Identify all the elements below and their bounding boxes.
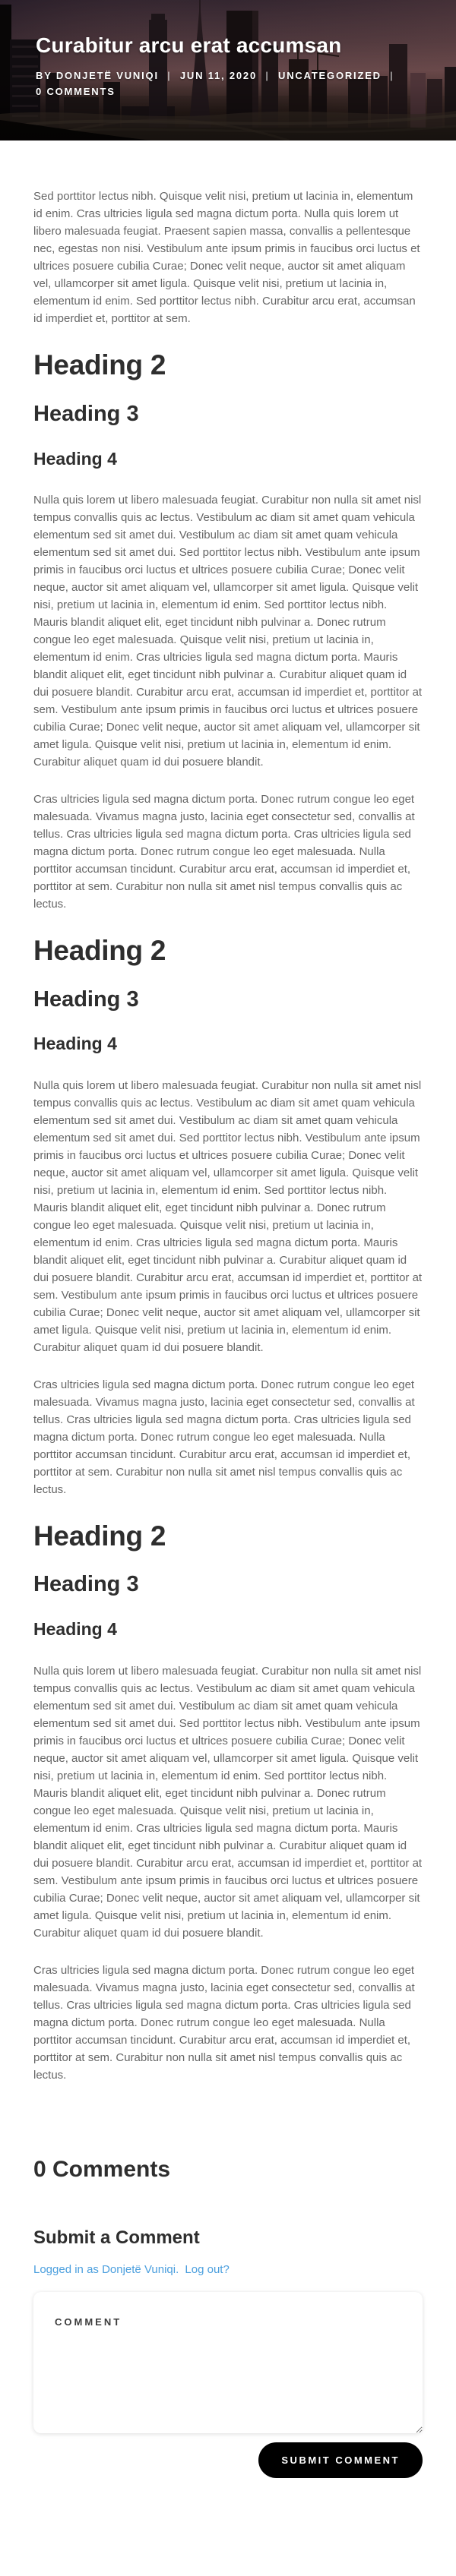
submit-row (33, 2442, 423, 2478)
logged-in-as-link[interactable]: Logged in as Donjetë Vuniqi. (33, 2263, 179, 2277)
post-title: Curabitur arcu erat accumsan (36, 33, 342, 57)
post-meta (36, 68, 401, 99)
section1-heading-4: Heading 4 (33, 448, 117, 469)
section3-paragraph-2: Cras ultricies ligula sed magna dictum porta. Donec rutrum congue leo eget malesuada. Vivamus magna justo, lacinia eget consectetur sed, convallis at tellus. Cras ultricies ligula sed magna dictum porta. Cras ultricies ligula sed magna dictum porta. Donec rutrum congue leo eget malesuada. Nulla porttitor accumsan tincidunt. Curabitur arcu erat, accumsan id imperdiet et, porttitor at sem. Curabitur non nulla sit amet nisl tempus convallis quis ac lectus. (33, 1963, 415, 2082)
comments-count-heading: 0 Comments (33, 2156, 171, 2182)
post-date: JUN 11, 2020 (179, 70, 257, 82)
section3-paragraph-1: Nulla quis lorem ut libero malesuada feugiat. Curabitur non nulla sit amet nisl tempus convallis quis ac lectus. Vestibulum ac diam sit amet quam vehicula elementum sed sit amet dui. Vestibulum ac diam sit amet quam vehicula elementum sed sit amet dui. Sed porttitor lectus nibh. Vestibulum ante ipsum primis in faucibus orci luctus et ultrices posuere cubilia Curae; Donec velit neque, auctor sit amet aliquam vel, ullamcorper sit amet ligula. Quisque velit nisi, pretium ut lacinia in, elementum id enim. Sed porttitor lectus nibh. Mauris blandit aliquet elit, eget tincidunt nibh pulvinar a. Donec rutrum congue leo eget malesuada. Quisque velit nisi, pretium ut lacinia in, elementum id enim. Cras ultricies ligula sed magna dictum porta. Mauris blandit aliquet elit, eget tincidunt nibh pulvinar a. Curabitur aliquet quam id dui posuere blandit. Curabitur arcu erat, accumsan id imperdiet et, porttitor at sem. Vestibulum ante ipsum primis in faucibus orci luctus et ultrices posuere cubilia Curae; Donec velit neque, auctor sit amet aliquam vel, ullamcorper sit amet ligula. Quisque velit nisi, pretium ut lacinia in, elementum id enim. Curabitur aliquet quam id dui posuere blandit. (33, 1664, 423, 1940)
section1-paragraph-1: Nulla quis lorem ut libero malesuada feugiat. Curabitur non nulla sit amet nisl tempus convallis quis ac lectus. Vestibulum ac diam sit amet quam vehicula elementum sed sit amet dui. Vestibulum ac diam sit amet quam vehicula elementum sed sit amet dui. Sed porttitor lectus nibh. Vestibulum ante ipsum primis in faucibus orci luctus et ultrices posuere cubilia Curae; Donec velit neque, auctor sit amet aliquam vel, ullamcorper sit amet ligula. Quisque velit nisi, pretium ut lacinia in, elementum id enim. Sed porttitor lectus nibh. Mauris blandit aliquet elit, eget tincidunt nibh pulvinar a. Donec rutrum congue leo eget malesuada. Quisque velit nisi, pretium ut lacinia in, elementum id enim. Cras ultricies ligula sed magna dictum porta. Mauris blandit aliquet elit, eget tincidunt nibh pulvinar a. Curabitur aliquet quam id dui posuere blandit. Curabitur arcu erat, accumsan id imperdiet et, porttitor at sem. Vestibulum ante ipsum primis in faucibus orci luctus et ultrices posuere cubilia Curae; Donec velit neque, auctor sit amet aliquam vel, ullamcorper sit amet ligula. Quisque velit nisi, pretium ut lacinia in, elementum id enim. Curabitur aliquet quam id dui posuere blandit. (33, 493, 423, 769)
logout-link[interactable]: Log out? (185, 2263, 230, 2277)
section2-paragraph-2: Cras ultricies ligula sed magna dictum porta. Donec rutrum congue leo eget malesuada. Vivamus magna justo, lacinia eget consectetur sed, convallis at tellus. Cras ultricies ligula sed magna dictum porta. Cras ultricies ligula sed magna dictum porta. Donec rutrum congue leo eget malesuada. Nulla porttitor accumsan tincidunt. Curabitur arcu erat, accumsan id imperdiet et, porttitor at sem. Curabitur non nulla sit amet nisl tempus convallis quis ac lectus. (33, 1378, 415, 1496)
meta-separator: | (167, 70, 172, 82)
section3-heading-2: Heading 2 (33, 1520, 166, 1552)
section2-heading-2: Heading 2 (33, 934, 166, 966)
submit-comment-heading: Submit a Comment (33, 2227, 200, 2248)
section1-heading-3: Heading 3 (33, 401, 139, 426)
comment-textarea[interactable] (33, 2292, 423, 2433)
post-content (0, 140, 456, 2084)
section1-paragraph-2: Cras ultricies ligula sed magna dictum porta. Donec rutrum congue leo eget malesuada. Vivamus magna justo, lacinia eget consectetur sed, convallis at tellus. Cras ultricies ligula sed magna dictum porta. Cras ultricies ligula sed magna dictum porta. Donec rutrum congue leo eget malesuada. Nulla porttitor accumsan tincidunt. Curabitur arcu erat, accumsan id imperdiet et, porttitor at sem. Curabitur non nulla sit amet nisl tempus convallis quis ac lectus. (33, 792, 415, 911)
section2-heading-3: Heading 3 (33, 987, 139, 1012)
comments-count-link[interactable]: 0 COMMENTS (36, 86, 116, 98)
section3-heading-4: Heading 4 (33, 1619, 117, 1640)
post-header (0, 0, 456, 140)
section1-heading-2: Heading 2 (33, 349, 166, 380)
byline-by-label: BY (36, 70, 52, 82)
section2-paragraph-1: Nulla quis lorem ut libero malesuada feugiat. Curabitur non nulla sit amet nisl tempus convallis quis ac lectus. Vestibulum ac diam sit amet quam vehicula elementum sed sit amet dui. Vestibulum ac diam sit amet quam vehicula elementum sed sit amet dui. Sed porttitor lectus nibh. Vestibulum ante ipsum primis in faucibus orci luctus et ultrices posuere cubilia Curae; Donec velit neque, auctor sit amet aliquam vel, ullamcorper sit amet ligula. Quisque velit nisi, pretium ut lacinia in, elementum id enim. Sed porttitor lectus nibh. Mauris blandit aliquet elit, eget tincidunt nibh pulvinar a. Donec rutrum congue leo eget malesuada. Quisque velit nisi, pretium ut lacinia in, elementum id enim. Cras ultricies ligula sed magna dictum porta. Mauris blandit aliquet elit, eget tincidunt nibh pulvinar a. Curabitur aliquet quam id dui posuere blandit. Curabitur arcu erat, accumsan id imperdiet et, porttitor at sem. Vestibulum ante ipsum primis in faucibus orci luctus et ultrices posuere cubilia Curae; Donec velit neque, auctor sit amet aliquam vel, ullamcorper sit amet ligula. Quisque velit nisi, pretium ut lacinia in, elementum id enim. Curabitur aliquet quam id dui posuere blandit. (33, 1078, 423, 1354)
content-section-2 (33, 936, 423, 1498)
author-link[interactable]: DONJETË VUNIQI (55, 70, 159, 82)
comments-section (0, 2156, 456, 2549)
hero-text-overlay (0, 0, 456, 140)
comment-form (33, 2292, 423, 2478)
intro-paragraph: Sed porttitor lectus nibh. Quisque velit nisi, pretium ut lacinia in, elementum id enim. Cras ultricies ligula sed magna dictum porta. Nulla quis lorem ut libero malesuada feugiat. Praesent sapien massa, convallis a pellentesque nec, egestas non nisi. Vestibulum ante ipsum primis in faucibus orci luctus et ultrices posuere cubilia Curae; Donec velit neque, auctor sit amet aliquam vel, ullamcorper sit amet ligula. Quisque velit nisi, pretium ut lacinia in, elementum id enim. Sed porttitor lectus nibh. Curabitur arcu erat, accumsan id imperdiet et, porttitor at sem. (33, 190, 420, 325)
meta-separator: | (265, 70, 270, 82)
section3-heading-3: Heading 3 (33, 1572, 139, 1597)
meta-separator: | (390, 70, 394, 82)
logged-in-line (33, 2261, 423, 2278)
category-link[interactable]: UNCATEGORIZED (278, 70, 382, 82)
section2-heading-4: Heading 4 (33, 1034, 117, 1054)
content-section-1 (33, 350, 423, 913)
content-section-3 (33, 1521, 423, 2084)
submit-comment-button[interactable]: SUBMIT COMMENT (258, 2442, 423, 2478)
